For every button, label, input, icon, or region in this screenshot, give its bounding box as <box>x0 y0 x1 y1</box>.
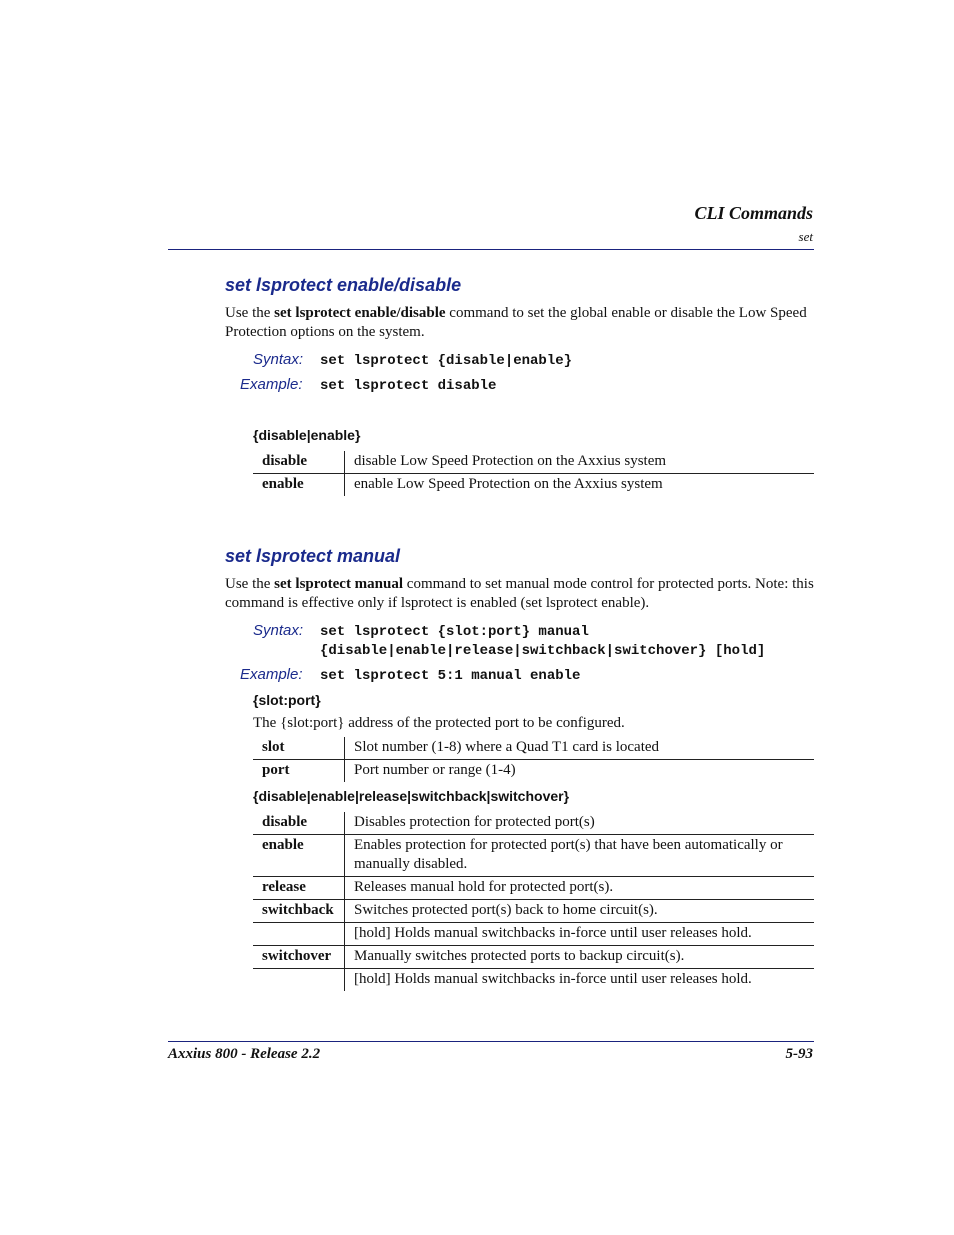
section1-example-label: Example: <box>240 376 303 393</box>
section2-param1-table <box>253 737 814 782</box>
section1-title: set lsprotect enable/disable <box>225 275 462 295</box>
section2-command-name: set lsprotect manual <box>274 576 404 592</box>
param-desc: Releases manual hold for protected port(s). <box>345 877 815 900</box>
section1-syntax-label: Syntax: <box>253 351 304 368</box>
param-key: port <box>253 760 345 783</box>
param-key: switchback <box>253 900 345 923</box>
param-desc: [hold] Holds manual switchbacks in-force until user releases hold. <box>345 969 815 992</box>
section2-syntax-label: Syntax: <box>253 622 304 639</box>
section1-param-title: {disable|enable} <box>253 427 361 443</box>
footer-rule <box>168 1041 814 1042</box>
param-key <box>253 969 345 992</box>
param-desc: Manually switches protected ports to backup circuit(s). <box>345 946 815 969</box>
section2-title: set lsprotect manual <box>225 546 401 566</box>
table-row <box>253 760 814 783</box>
section2-param1-description: The {slot:port} address of the protected port to be configured. <box>253 715 625 731</box>
param-key: enable <box>253 474 345 497</box>
section2-description: Use the set lsprotect manual command to set manual mode control for protected ports. Note: this command is effective only if lsprotect is enabled (set lsprotect enable). <box>225 576 814 611</box>
param-key: release <box>253 877 345 900</box>
param-desc: Switches protected port(s) back to home circuit(s). <box>345 900 815 923</box>
param-key: disable <box>253 812 345 835</box>
section2-syntax-line1: set lsprotect {slot:port} manual <box>320 624 589 640</box>
param-desc: Port number or range (1-4) <box>345 760 815 783</box>
section1-param-table <box>253 451 814 496</box>
table-row <box>253 451 814 474</box>
header-rule <box>168 249 814 250</box>
section1-syntax: set lsprotect {disable|enable} <box>320 353 573 369</box>
param-desc: disable Low Speed Protection on the Axxius system <box>354 453 667 469</box>
param-desc: [hold] Holds manual switchbacks in-force until user releases hold. <box>345 923 815 946</box>
table-row <box>253 812 814 835</box>
table-row <box>253 474 814 497</box>
param-desc: Slot number (1-8) where a Quad T1 card is located <box>354 739 660 755</box>
param-key: disable <box>253 451 345 474</box>
param-desc: Enables protection for protected port(s) that have been automatically or manually disabled. <box>345 835 815 877</box>
section1-example: set lsprotect disable <box>320 378 497 394</box>
footer-product: Axxius 800 - Release 2.2 <box>168 1046 321 1062</box>
table-row <box>253 900 814 923</box>
section2-param1-title: {slot:port} <box>253 692 321 708</box>
param-key: enable <box>253 835 345 877</box>
param-desc: enable Low Speed Protection on the Axxius system <box>345 474 815 497</box>
section2-syntax-line2: {disable|enable|release|switchback|switchover} [hold] <box>320 643 766 659</box>
section1-command-name: set lsprotect enable/disable <box>274 305 446 321</box>
section2-example-label: Example: <box>240 666 303 683</box>
section2-example: set lsprotect 5:1 manual enable <box>320 668 581 684</box>
param-key: slot <box>253 737 345 760</box>
table-row <box>253 969 814 992</box>
header-subtitle: set <box>798 229 813 244</box>
page-number: 5-93 <box>785 1046 813 1062</box>
table-row <box>253 737 814 760</box>
header-title: CLI Commands <box>694 203 813 223</box>
param-key <box>253 923 345 946</box>
param-desc: Disables protection for protected port(s) <box>354 814 595 830</box>
table-row <box>253 946 814 969</box>
table-row <box>253 877 814 900</box>
section2-param2-title: {disable|enable|release|switchback|switchover} <box>253 788 570 804</box>
section2-param2-table <box>253 812 814 991</box>
table-row <box>253 835 814 877</box>
section1-description: Use the set lsprotect enable/disable command to set the global enable or disable the Low Speed Protection options on the system. <box>225 305 807 340</box>
param-key: switchover <box>253 946 345 969</box>
table-row <box>253 923 814 946</box>
